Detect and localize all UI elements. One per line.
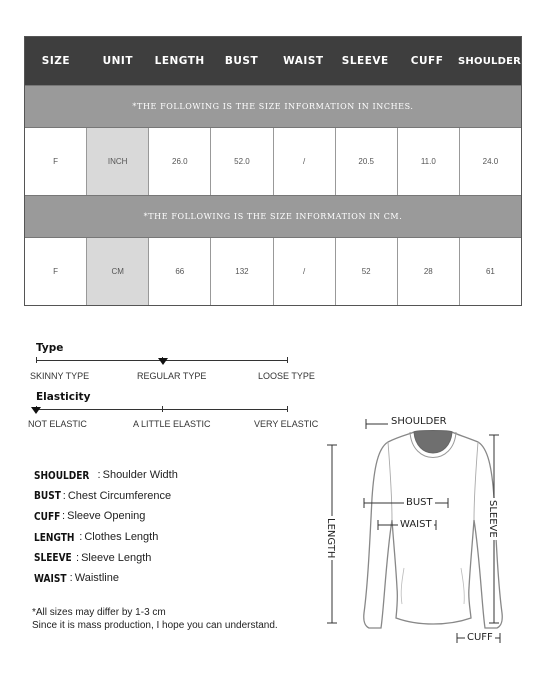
- measurement-legend: [34, 465, 178, 589]
- legend-item: [34, 465, 178, 486]
- cell-length: 66: [149, 238, 211, 305]
- legend-separator: :: [62, 510, 66, 523]
- cell-waist: /: [274, 128, 336, 195]
- type-tick-right: [287, 357, 288, 363]
- legend-item: [34, 547, 178, 568]
- legend-separator: :: [76, 551, 80, 564]
- sleeve-label: SLEEVE: [487, 500, 498, 538]
- inches-note-row: *THE FOLLOWING IS THE SIZE INFORMATION IN INCHES.: [25, 85, 521, 127]
- shoulder-label: SHOULDER: [391, 416, 447, 427]
- elasticity-tick-mid: [162, 406, 163, 412]
- header-bust: BUST: [224, 55, 259, 67]
- shirt-outline: [364, 432, 503, 628]
- type-tick-left: [36, 357, 37, 363]
- legend-value: Sleeve Length: [81, 551, 152, 564]
- legend-value: Sleeve Opening: [67, 510, 146, 523]
- table-header-row: [25, 37, 521, 85]
- cm-note-row: *THE FOLLOWING IS THE SIZE INFORMATION IN CM.: [25, 195, 521, 237]
- legend-key: WAIST: [34, 571, 67, 585]
- bust-label: BUST: [406, 497, 433, 508]
- type-option-regular: REGULAR TYPE: [137, 371, 207, 381]
- type-pointer-icon: [158, 358, 168, 365]
- legend-separator: :: [97, 469, 101, 482]
- legend-key: SLEEVE: [34, 551, 72, 565]
- long-sleeve-shirt-icon: [318, 408, 548, 668]
- elasticity-option-little: A LITTLE ELASTIC: [133, 419, 211, 429]
- elasticity-option-not: NOT ELASTIC: [28, 419, 87, 429]
- header-sleeve: SLEEVE: [341, 55, 389, 67]
- cell-waist: /: [274, 238, 336, 305]
- cell-cuff: 28: [398, 238, 460, 305]
- legend-value: Waistline: [74, 572, 119, 585]
- legend-separator: :: [69, 572, 73, 585]
- cell-shoulder: 24.0: [482, 157, 499, 166]
- legend-value: Chest Circumference: [67, 489, 172, 502]
- cell-bust: 132: [211, 238, 273, 305]
- size-table: [24, 36, 522, 306]
- legend-item: [34, 568, 178, 589]
- legend-key: BUST: [34, 489, 61, 503]
- legend-separator: :: [79, 531, 83, 544]
- elasticity-tick-right: [287, 406, 288, 412]
- cell-cuff: 11.0: [398, 128, 460, 195]
- cell-unit: CM: [87, 238, 149, 305]
- header-shoulder: SHOULDER: [458, 55, 522, 67]
- type-option-loose: LOOSE TYPE: [258, 371, 315, 381]
- legend-separator: :: [62, 489, 66, 502]
- length-label: LENGTH: [325, 518, 336, 559]
- cell-bust: 52.0: [211, 128, 273, 195]
- disclaimer-line-2: Since it is mass production, I hope you can understand.: [32, 620, 278, 631]
- elasticity-title: Elasticity: [36, 391, 91, 403]
- legend-value: Clothes Length: [84, 531, 159, 544]
- header-unit: UNIT: [102, 55, 133, 67]
- header-cuff: CUFF: [410, 55, 444, 67]
- header-length: LENGTH: [154, 55, 205, 67]
- elasticity-scale-line: [36, 409, 288, 410]
- cell-length: 26.0: [149, 128, 211, 195]
- table-row-cm: [25, 237, 521, 305]
- type-title: Type: [36, 342, 64, 354]
- table-row-inches: [25, 127, 521, 195]
- waist-label: WAIST: [400, 519, 432, 530]
- legend-item: [34, 527, 178, 548]
- cuff-label: CUFF: [467, 632, 493, 643]
- legend-key: LENGTH: [34, 530, 75, 544]
- cell-sleeve: 52: [336, 238, 398, 305]
- type-option-skinny: SKINNY TYPE: [30, 371, 90, 381]
- cell-unit: INCH: [87, 128, 149, 195]
- cell-shoulder: 61: [485, 267, 495, 276]
- garment-diagram: [318, 408, 548, 668]
- legend-value: Shoulder Width: [102, 469, 178, 482]
- header-size: SIZE: [41, 55, 71, 67]
- header-waist: WAIST: [283, 55, 324, 67]
- disclaimer-line-1: *All sizes may differ by 1-3 cm: [32, 607, 166, 618]
- legend-key: CUFF: [34, 509, 61, 523]
- elasticity-option-very: VERY ELASTIC: [254, 419, 319, 429]
- legend-item: [34, 486, 178, 507]
- cell-size: F: [25, 238, 87, 305]
- legend-item: [34, 506, 178, 527]
- elasticity-pointer-icon: [31, 407, 41, 414]
- size-disclaimer: [32, 606, 278, 632]
- legend-key: SHOULDER: [34, 468, 90, 482]
- cell-sleeve: 20.5: [336, 128, 398, 195]
- cell-size: F: [25, 128, 87, 195]
